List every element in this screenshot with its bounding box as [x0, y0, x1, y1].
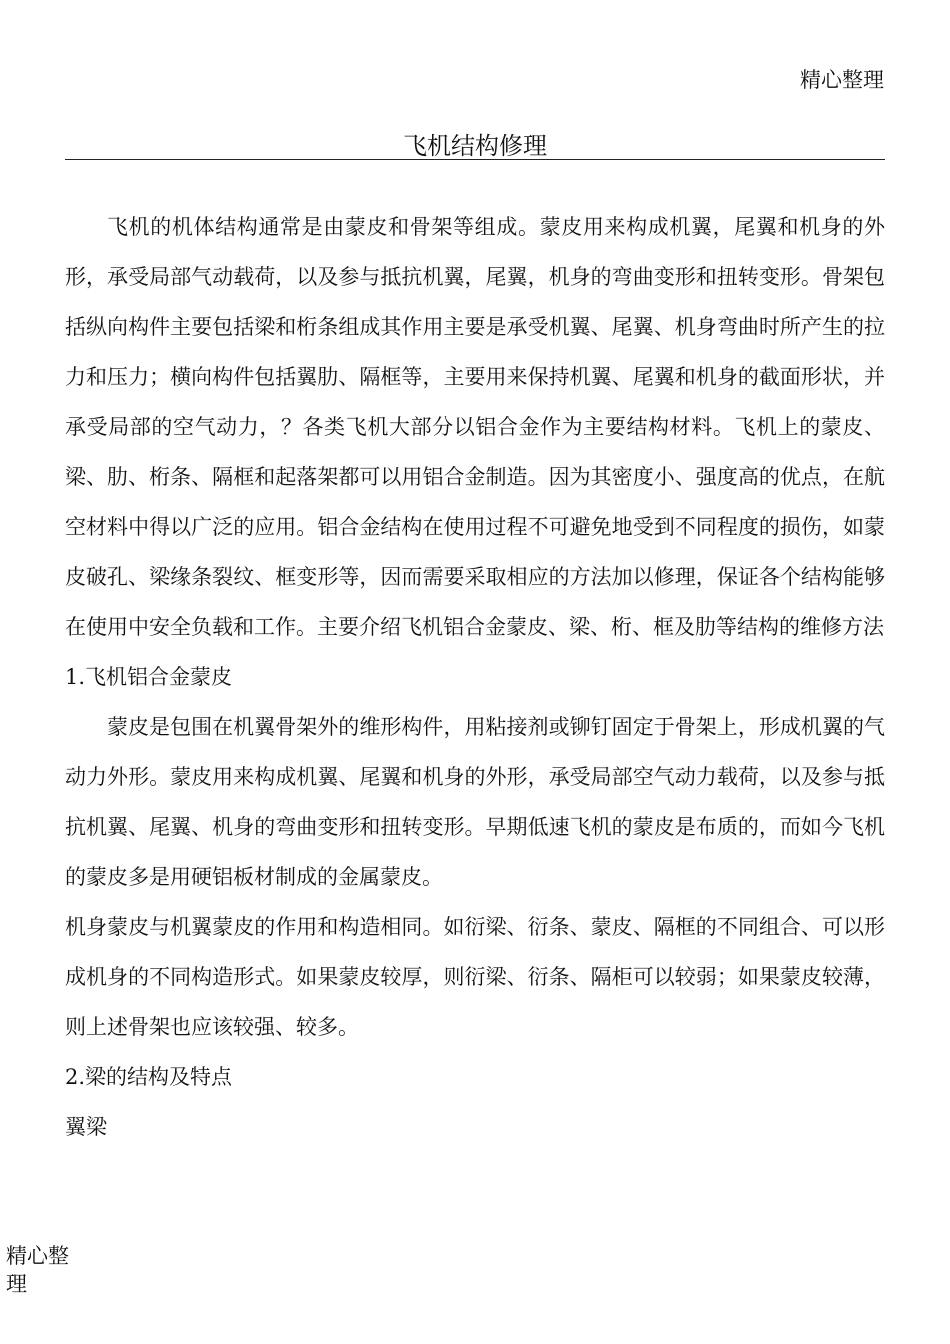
section-2-heading: 2.梁的结构及特点 — [65, 1065, 233, 1089]
header-watermark-text: 精心整理 — [800, 68, 884, 92]
section-1-paragraph-2: 机身蒙皮与机翼蒙皮的作用和构造相同。如衍梁、衍条、蒙皮、隔框的不同组合、可以形成机身的不同构造形式。如果蒙皮较厚，则衍梁、衍条、隔柜可以较弱；如果蒙皮较薄，则上述骨架也应该较强、较多。 — [65, 915, 885, 1039]
section-2-subheading: 翼梁 — [65, 1115, 107, 1139]
title-underline-divider — [65, 159, 885, 160]
footer-watermark-text: 精心整理 — [6, 1244, 69, 1296]
document-body — [65, 202, 885, 1152]
section-1-paragraph-1: 蒙皮是包围在机翼骨架外的维形构件，用粘接剂或铆钉固定于骨架上，形成机翼的气动力外形。蒙皮用来构成机翼、尾翼和机身的外形，承受局部空气动力载荷，以及参与抵抗机翼、尾翼、机身的弯曲变形和扭转变形。早期低速飞机的蒙皮是布质的，而如今飞机的蒙皮多是用硬铝板材制成的金属蒙皮。 — [65, 715, 885, 889]
section-1-heading: 1.飞机铝合金蒙皮 — [65, 665, 233, 689]
document-title: 飞机结构修理 — [403, 132, 547, 160]
intro-paragraph: 飞机的机体结构通常是由蒙皮和骨架等组成。蒙皮用来构成机翼，尾翼和机身的外形，承受局部气动载荷，以及参与抵抗机翼，尾翼，机身的弯曲变形和扭转变形。骨架包括纵向构件主要包括梁和桁条组成其作用主要是承受机翼、尾翼、机身弯曲时所产生的拉力和压力；横向构件包括翼肋、隔框等，主要用来保持机翼、尾翼和机身的截面形状，并承受局部的空气动力，？各类飞机大部分以铝合金作为主要结构材料。飞机上的蒙皮、梁、肋、桁条、隔框和起落架都可以用铝合金制造。因为其密度小、强度高的优点，在航空材料中得以广泛的应用。铝合金结构在使用过程不可避免地受到不同程度的损伤，如蒙皮破孔、梁缘条裂纹、框变形等，因而需要采取相应的方法加以修理，保证各个结构能够在使用中安全负载和工作。主要介绍飞机铝合金蒙皮、梁、桁、框及肋等结构的维修方法 — [65, 215, 885, 639]
